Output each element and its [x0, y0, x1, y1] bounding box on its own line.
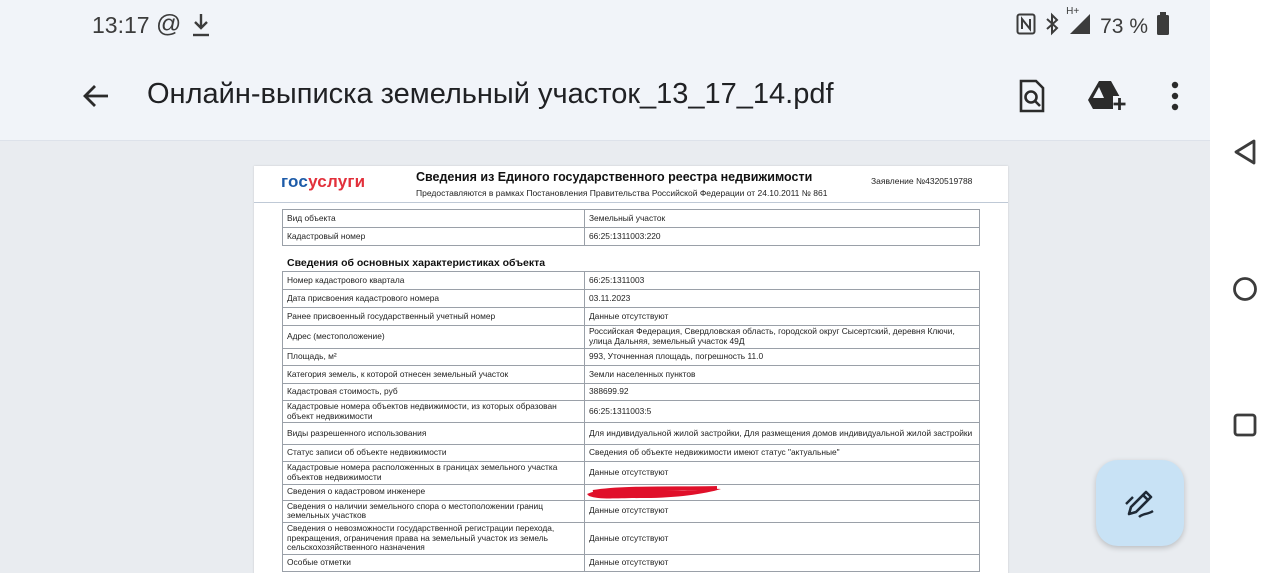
- table-row: [283, 423, 980, 445]
- row-label: Кадастровая стоимость, руб: [283, 384, 585, 401]
- row-value: 66:25:1311003:5: [585, 401, 980, 423]
- row-label: Номер кадастрового квартала: [283, 272, 585, 290]
- battery-icon: [1156, 12, 1170, 42]
- edit-pen-icon: [1123, 486, 1157, 520]
- document-subheading: Предоставляются в рамках Постановления Правительства Российской Федерации от 24.10.2011 № 861: [416, 188, 828, 198]
- table-row: [283, 290, 980, 308]
- row-label: Сведения о наличии земельного спора о местоположении границ земельных участков: [283, 500, 585, 522]
- nav-home-button[interactable]: [1225, 269, 1265, 309]
- table-row: [283, 522, 980, 554]
- table-row: [283, 326, 980, 349]
- table-row: [283, 366, 980, 384]
- row-value: Данные отсутствуют: [585, 462, 980, 484]
- row-label: Кадастровые номера расположенных в границах земельного участка объектов недвижимости: [283, 462, 585, 484]
- back-triangle-icon: [1232, 138, 1258, 166]
- battery-level: 73 %: [1100, 15, 1148, 38]
- row-value: Земельный участок: [585, 210, 980, 228]
- nav-back-button[interactable]: [1225, 132, 1265, 172]
- at-icon: @: [156, 10, 182, 38]
- drive-add-icon: [1087, 79, 1127, 113]
- object-table: [282, 209, 980, 246]
- row-label: Кадастровые номера объектов недвижимости, из которых образован объект недвижимости: [283, 401, 585, 423]
- table-row: [283, 554, 980, 571]
- row-value: Данные отсутствуют: [585, 554, 980, 571]
- more-options-button[interactable]: [1153, 74, 1197, 118]
- row-value: Данные отсутствуют: [585, 308, 980, 326]
- table-row: [283, 272, 980, 290]
- find-in-document-button[interactable]: [1010, 74, 1054, 118]
- status-bar: [0, 0, 1210, 52]
- table-row: [283, 308, 980, 326]
- table-row: [283, 445, 980, 462]
- row-label: Статус записи об объекте недвижимости: [283, 445, 585, 462]
- document-viewport[interactable]: [0, 141, 1210, 573]
- bluetooth-icon: [1044, 12, 1060, 42]
- table-row: [283, 210, 980, 228]
- row-value: Данные отсутствуют: [585, 500, 980, 522]
- status-icons: [1016, 6, 1170, 42]
- table-row: [283, 384, 980, 401]
- statement-number: Заявление №4320519788: [871, 176, 973, 186]
- pdf-page: [254, 166, 1008, 573]
- back-arrow-icon: [81, 81, 111, 111]
- nav-recents-button[interactable]: [1225, 405, 1265, 445]
- characteristics-table: [282, 271, 980, 572]
- gosuslugi-logo: [281, 172, 365, 192]
- row-value: Для индивидуальной жилой застройки, Для размещения домов индивидуальной жилой застройки: [585, 423, 980, 445]
- section-title: Сведения об основных характеристиках объекта: [287, 257, 546, 269]
- row-label: Адрес (местоположение): [283, 326, 585, 349]
- row-value: 03.11.2023: [585, 290, 980, 308]
- row-label: Сведения о кадастровом инженере: [283, 484, 585, 500]
- signal-icon: [1066, 6, 1092, 42]
- row-label: Виды разрешенного использования: [283, 423, 585, 445]
- recents-square-icon: [1232, 412, 1258, 438]
- toolbar: [0, 52, 1210, 141]
- home-circle-icon: [1232, 276, 1258, 302]
- row-label: Площадь, м²: [283, 349, 585, 366]
- row-label: Вид объекта: [283, 210, 585, 228]
- row-label: Дата присвоения кадастрового номера: [283, 290, 585, 308]
- table-row: [283, 401, 980, 423]
- row-label: Сведения о невозможности государственной регистрации перехода, прекращения, ограничения права на земельный участок из земель сельскохозяйственного назначения: [283, 522, 585, 554]
- row-value: 66:25:1311003:220: [585, 228, 980, 246]
- row-label: Кадастровый номер: [283, 228, 585, 246]
- logo-part-gos: гос: [281, 172, 309, 191]
- document-title: Онлайн-выписка земельный участок_13_17_14.pdf: [147, 78, 834, 110]
- header-divider: [254, 202, 1008, 203]
- row-value: 993, Уточненная площадь, погрешность 11.0: [585, 349, 980, 366]
- logo-part-uslugi: услуги: [308, 172, 366, 191]
- row-value: Земли населенных пунктов: [585, 366, 980, 384]
- document-heading: Сведения из Единого государственного реестра недвижимости: [416, 170, 813, 184]
- save-to-drive-button[interactable]: [1085, 74, 1129, 118]
- row-value: Российская Федерация, Свердловская область, городской округ Сысертский, деревня Ключи, улица Дальняя, земельный участок 49Д: [585, 326, 980, 349]
- row-value: 388699.92: [585, 384, 980, 401]
- row-value: Данные отсутствуют: [585, 522, 980, 554]
- annotate-fab-button[interactable]: [1096, 460, 1184, 546]
- redaction-scribble: [585, 484, 725, 504]
- table-row: [283, 462, 980, 484]
- network-type: H+: [1066, 6, 1080, 17]
- row-label: Особые отметки: [283, 554, 585, 571]
- download-icon: [190, 12, 212, 43]
- row-label: Категория земель, к которой отнесен земельный участок: [283, 366, 585, 384]
- row-label: Ранее присвоенный государственный учетный номер: [283, 308, 585, 326]
- table-row: [283, 349, 980, 366]
- table-row: [283, 228, 980, 246]
- row-value: Сведения об объекте недвижимости имеют статус "актуальные": [585, 445, 980, 462]
- status-time: 13:17: [92, 12, 150, 38]
- nfc-icon: [1016, 13, 1036, 41]
- back-button[interactable]: [76, 76, 116, 116]
- document-search-icon: [1017, 79, 1047, 113]
- row-value: 66:25:1311003: [585, 272, 980, 290]
- more-vert-icon: [1171, 81, 1179, 111]
